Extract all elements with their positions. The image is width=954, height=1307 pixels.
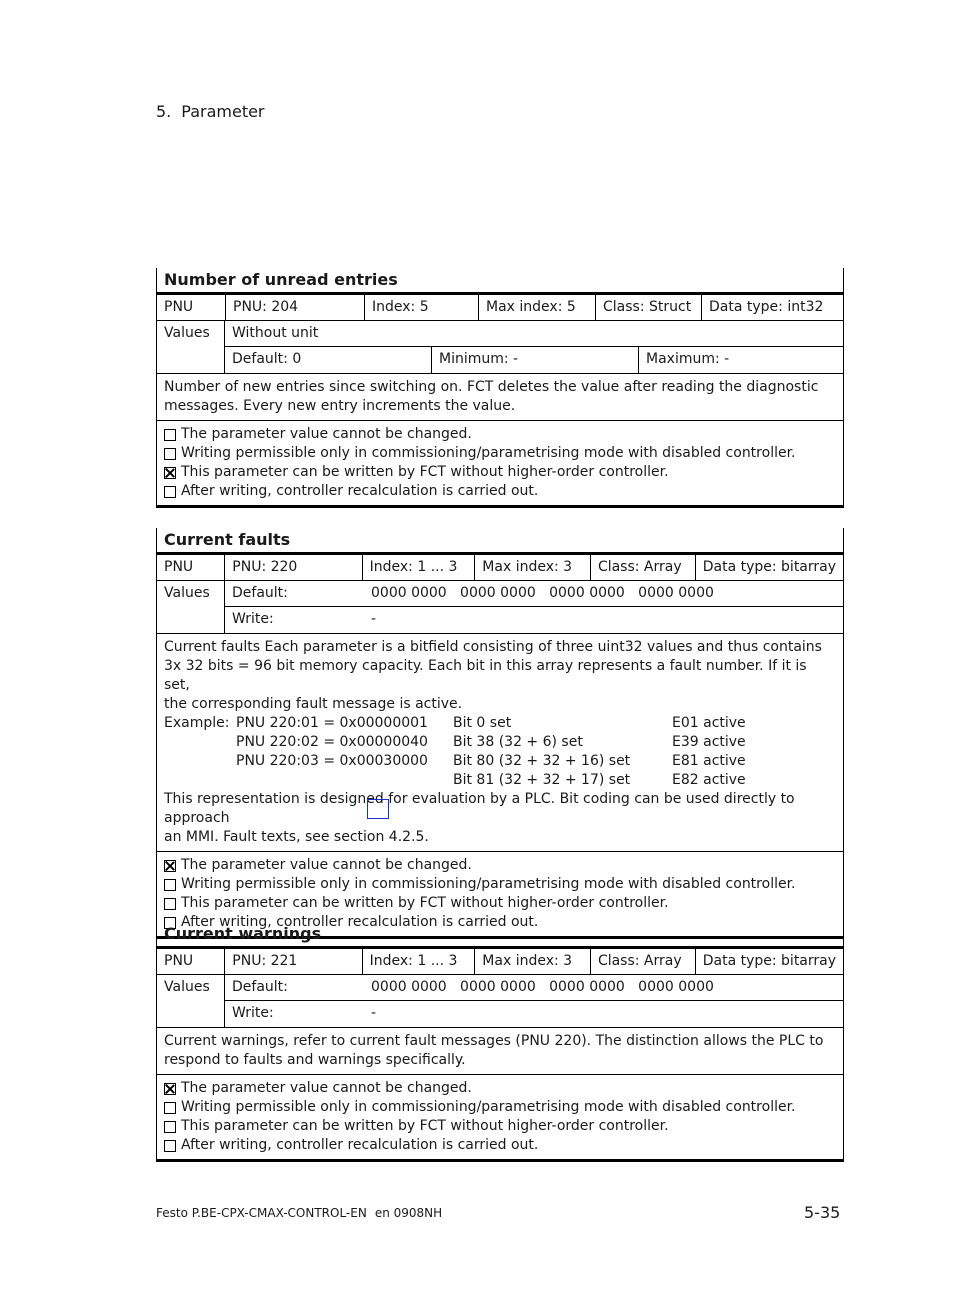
- values-label: Values: [157, 975, 225, 1027]
- pnu-index: Index: 5: [364, 295, 478, 320]
- footer-doc-id: Festo P.BE-CPX-CMAX-CONTROL-EN: [156, 1206, 367, 1220]
- checkbox-checked-icon: [164, 1083, 176, 1095]
- example-table: [164, 714, 836, 790]
- checkbox-checked-icon: [164, 467, 176, 479]
- pnu-label: PNU: [164, 559, 194, 575]
- pnu-max-index: Max index: 3: [474, 949, 590, 974]
- default-line: [225, 975, 843, 1001]
- option-text: After writing, controller recalculation is carried out.: [181, 914, 539, 930]
- option-item: [164, 894, 836, 913]
- block-title: Current warnings: [156, 922, 844, 949]
- parameter-block-current-faults: [156, 528, 844, 939]
- pnu-row: [156, 949, 844, 975]
- values-label: Values: [157, 321, 225, 373]
- pnu-class: Class: Struct: [595, 295, 701, 320]
- default-label: Default:: [232, 979, 288, 995]
- default-value: 0000 0000 0000 0000 0000 0000 0000 0000: [371, 585, 714, 601]
- write-line: [225, 1001, 843, 1027]
- pnu-data-type: Data type: bitarray: [695, 949, 843, 974]
- example-bit: Bit 38 (32 + 6) set: [453, 734, 583, 750]
- option-item: [164, 1136, 836, 1155]
- description-line: 3x 32 bits = 96 bit memory capacity. Each bit in this array represents a fault number. If it is set,: [164, 658, 807, 693]
- option-item: [164, 1079, 836, 1098]
- maximum-value: Maximum: -: [638, 347, 843, 373]
- pnu-number: PNU: 220: [224, 555, 361, 580]
- write-label: Write:: [232, 1005, 274, 1021]
- description-line: messages. Every new entry increments the value.: [164, 398, 516, 414]
- example-fault: E39 active: [672, 734, 746, 750]
- pnu-row: [156, 295, 844, 321]
- pnu-class: Class: Array: [590, 555, 695, 580]
- description-line: This representation is designed for evaluation by a PLC. Bit coding can be used directly to approach: [164, 791, 795, 826]
- values-label: Values: [157, 581, 225, 633]
- description-line: an MMI. Fault texts, see section 4.2.5.: [164, 829, 429, 845]
- pnu-row: [156, 555, 844, 581]
- option-text: Writing permissible only in commissioning/parametrising mode with disabled controller.: [181, 876, 796, 892]
- description-line: Current warnings, refer to current fault messages (PNU 220). The distinction allows the PLC to: [164, 1033, 824, 1049]
- checkbox-unchecked-icon: [164, 898, 176, 910]
- write-value: -: [371, 1005, 377, 1021]
- option-text: This parameter can be written by FCT without higher-order controller.: [181, 1118, 669, 1134]
- example-pnu: PNU 220:03 = 0x00030000: [236, 753, 428, 769]
- example-bit: Bit 80 (32 + 32 + 16) set: [453, 753, 631, 769]
- option-text: Writing permissible only in commissioning/parametrising mode with disabled controller.: [181, 445, 796, 461]
- example-pnu: PNU 220:02 = 0x00000040: [236, 734, 428, 750]
- description: [156, 634, 844, 852]
- example-fault: E01 active: [672, 715, 746, 731]
- option-item: [164, 463, 836, 482]
- example-fault: E81 active: [672, 753, 746, 769]
- pnu-max-index: Max index: 3: [474, 555, 590, 580]
- footer-edition: en 0908NH: [374, 1206, 443, 1220]
- chapter-number: 5.: [156, 102, 172, 121]
- option-text: This parameter can be written by FCT without higher-order controller.: [181, 895, 669, 911]
- option-text: Writing permissible only in commissioning/parametrising mode with disabled controller.: [181, 1099, 796, 1115]
- pnu-number: PNU: 221: [224, 949, 361, 974]
- pnu-label: PNU: [164, 953, 194, 969]
- block-title: Current faults: [156, 528, 844, 555]
- example-pnu: PNU 220:01 = 0x00000001: [236, 715, 428, 731]
- option-text: The parameter value cannot be changed.: [181, 1080, 472, 1096]
- option-item: [164, 875, 836, 894]
- description-line: the corresponding fault message is active.: [164, 696, 463, 712]
- default-value: 0000 0000 0000 0000 0000 0000 0000 0000: [371, 979, 714, 995]
- pnu-index: Index: 1 ... 3: [362, 555, 475, 580]
- option-text: The parameter value cannot be changed.: [181, 426, 472, 442]
- options-list: [156, 1075, 844, 1162]
- description-line: Number of new entries since switching on. FCT deletes the value after reading the diagnostic: [164, 379, 819, 395]
- unit-line: [225, 321, 843, 347]
- option-item: [164, 425, 836, 444]
- pnu-class: Class: Array: [590, 949, 695, 974]
- values-section: [156, 321, 844, 374]
- example-label: Example:: [164, 715, 230, 731]
- values-section: [156, 975, 844, 1028]
- footer-doc-info: [156, 1206, 442, 1220]
- range-line: [225, 347, 843, 373]
- example-bit: Bit 81 (32 + 32 + 17) set: [453, 772, 631, 788]
- pnu-data-type: Data type: int32: [701, 295, 843, 320]
- pnu-index: Index: 1 ... 3: [362, 949, 475, 974]
- checkbox-unchecked-icon: [164, 1140, 176, 1152]
- checkbox-unchecked-icon: [164, 1121, 176, 1133]
- parameter-block-unread-entries: [156, 268, 844, 508]
- chapter-heading: [156, 102, 265, 121]
- checkbox-unchecked-icon: [164, 448, 176, 460]
- checkbox-unchecked-icon: [164, 1102, 176, 1114]
- description: [156, 374, 844, 421]
- write-value: -: [371, 611, 377, 627]
- option-item: [164, 444, 836, 463]
- example-pnu: [236, 771, 453, 790]
- option-item: [164, 856, 836, 875]
- options-list: [156, 421, 844, 508]
- checkbox-unchecked-icon: [164, 429, 176, 441]
- default-value: Default: 0: [232, 351, 302, 367]
- page-number: 5-35: [804, 1203, 841, 1222]
- option-text: This parameter can be written by FCT without higher-order controller.: [181, 464, 669, 480]
- minimum-value: Minimum: -: [431, 347, 638, 373]
- block-title: Number of unread entries: [156, 268, 844, 295]
- option-item: [164, 1098, 836, 1117]
- pnu-number: PNU: 204: [225, 295, 364, 320]
- option-text: The parameter value cannot be changed.: [181, 857, 472, 873]
- checkbox-unchecked-icon: [164, 879, 176, 891]
- write-label: Write:: [232, 611, 274, 627]
- checkbox-unchecked-icon: [164, 486, 176, 498]
- example-fault: E82 active: [672, 772, 746, 788]
- checkbox-checked-icon: [164, 860, 176, 872]
- pnu-data-type: Data type: bitarray: [695, 555, 843, 580]
- description-line: respond to faults and warnings specifically.: [164, 1052, 466, 1068]
- option-text: After writing, controller recalculation is carried out.: [181, 1137, 539, 1153]
- option-item: [164, 482, 836, 501]
- parameter-block-current-warnings: [156, 922, 844, 1162]
- section-link[interactable]: [367, 799, 389, 819]
- default-label: Default:: [232, 585, 288, 601]
- default-line: [225, 581, 843, 607]
- pnu-max-index: Max index: 5: [478, 295, 595, 320]
- chapter-title: Parameter: [181, 102, 265, 121]
- option-text: After writing, controller recalculation is carried out.: [181, 483, 539, 499]
- example-bit: Bit 0 set: [453, 715, 512, 731]
- values-section: [156, 581, 844, 634]
- pnu-label: PNU: [164, 299, 194, 315]
- write-line: [225, 607, 843, 633]
- description-line: Current faults Each parameter is a bitfield consisting of three uint32 values and thus contains: [164, 639, 822, 655]
- unit-text: Without unit: [232, 325, 319, 341]
- option-item: [164, 1117, 836, 1136]
- description: [156, 1028, 844, 1075]
